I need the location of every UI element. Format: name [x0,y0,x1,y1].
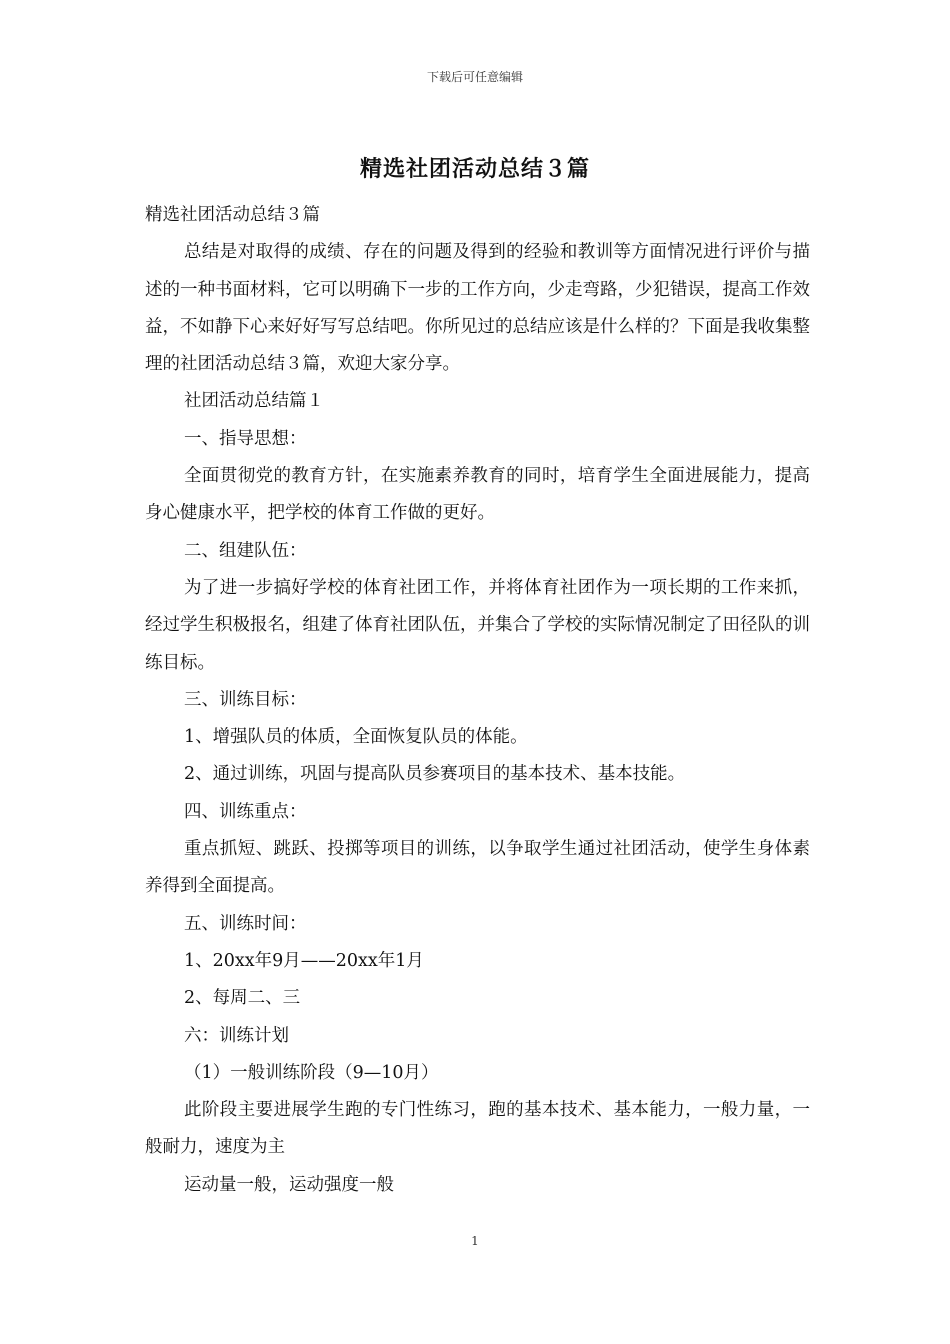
list-item: 1、20xx年9月——20xx年1月 [184,950,424,971]
subtitle-line: 精选社团活动总结３篇 [145,205,320,225]
paragraph: 重点抓短、跳跃、投掷等项目的训练，以争取学生通过社团活动，使学生身体素养得到全面提高。 [145,839,810,897]
list-item: 1、增强队员的体质，全面恢复队员的体能。 [184,727,528,748]
list-item: （1）一般训练阶段（9—10月） [184,1062,439,1083]
subheading-training-time: 五、训练时间： [184,913,307,934]
section-heading: 社团活动总结篇１ [184,391,324,412]
document-body [145,197,810,1204]
subheading-team-building: 二、组建队伍： [184,540,307,561]
page-header: 下载后可任意编辑 [426,70,523,84]
subheading-training-focus: 四、训练重点： [184,801,307,822]
document-title: 精选社团活动总结３篇 [359,157,590,182]
intro-paragraph: 总结是对取得的成绩、存在的问题及得到的经验和教训等方面情况进行评价与描述的一种书面材料，它可以明确下一步的工作方向，少走弯路，少犯错误，提高工作效益，不如静下心来好好写写总结吧。你所见过的总结应该是什么样的？下面是我收集整理的社团活动总结３篇，欢迎大家分享。 [145,242,810,375]
subheading-training-goals: 三、训练目标： [184,689,307,710]
paragraph: 运动量一般，运动强度一般 [184,1174,394,1195]
list-item: 2、通过训练，巩固与提高队员参赛项目的基本技术、基本技能。 [184,764,686,785]
subheading-guiding-thought: 一、指导思想： [184,428,307,449]
list-item: 2、每周二、三 [184,988,301,1009]
page-number: 1 [471,1234,479,1248]
subheading-training-plan: 六：训练计划 [184,1025,289,1046]
paragraph: 为了进一步搞好学校的体育社团工作，并将体育社团作为一项长期的工作来抓，经过学生积极报名，组建了体育社团队伍，并集合了学校的实际情况制定了田径队的训练目标。 [145,577,810,673]
paragraph: 全面贯彻党的教育方针，在实施素养教育的同时，培育学生全面进展能力，提高身心健康水平，把学校的体育工作做的更好。 [145,466,810,524]
paragraph: 此阶段主要进展学生跑的专门性练习，跑的基本技术、基本能力，一般力量，一般耐力，速度为主 [145,1100,810,1158]
